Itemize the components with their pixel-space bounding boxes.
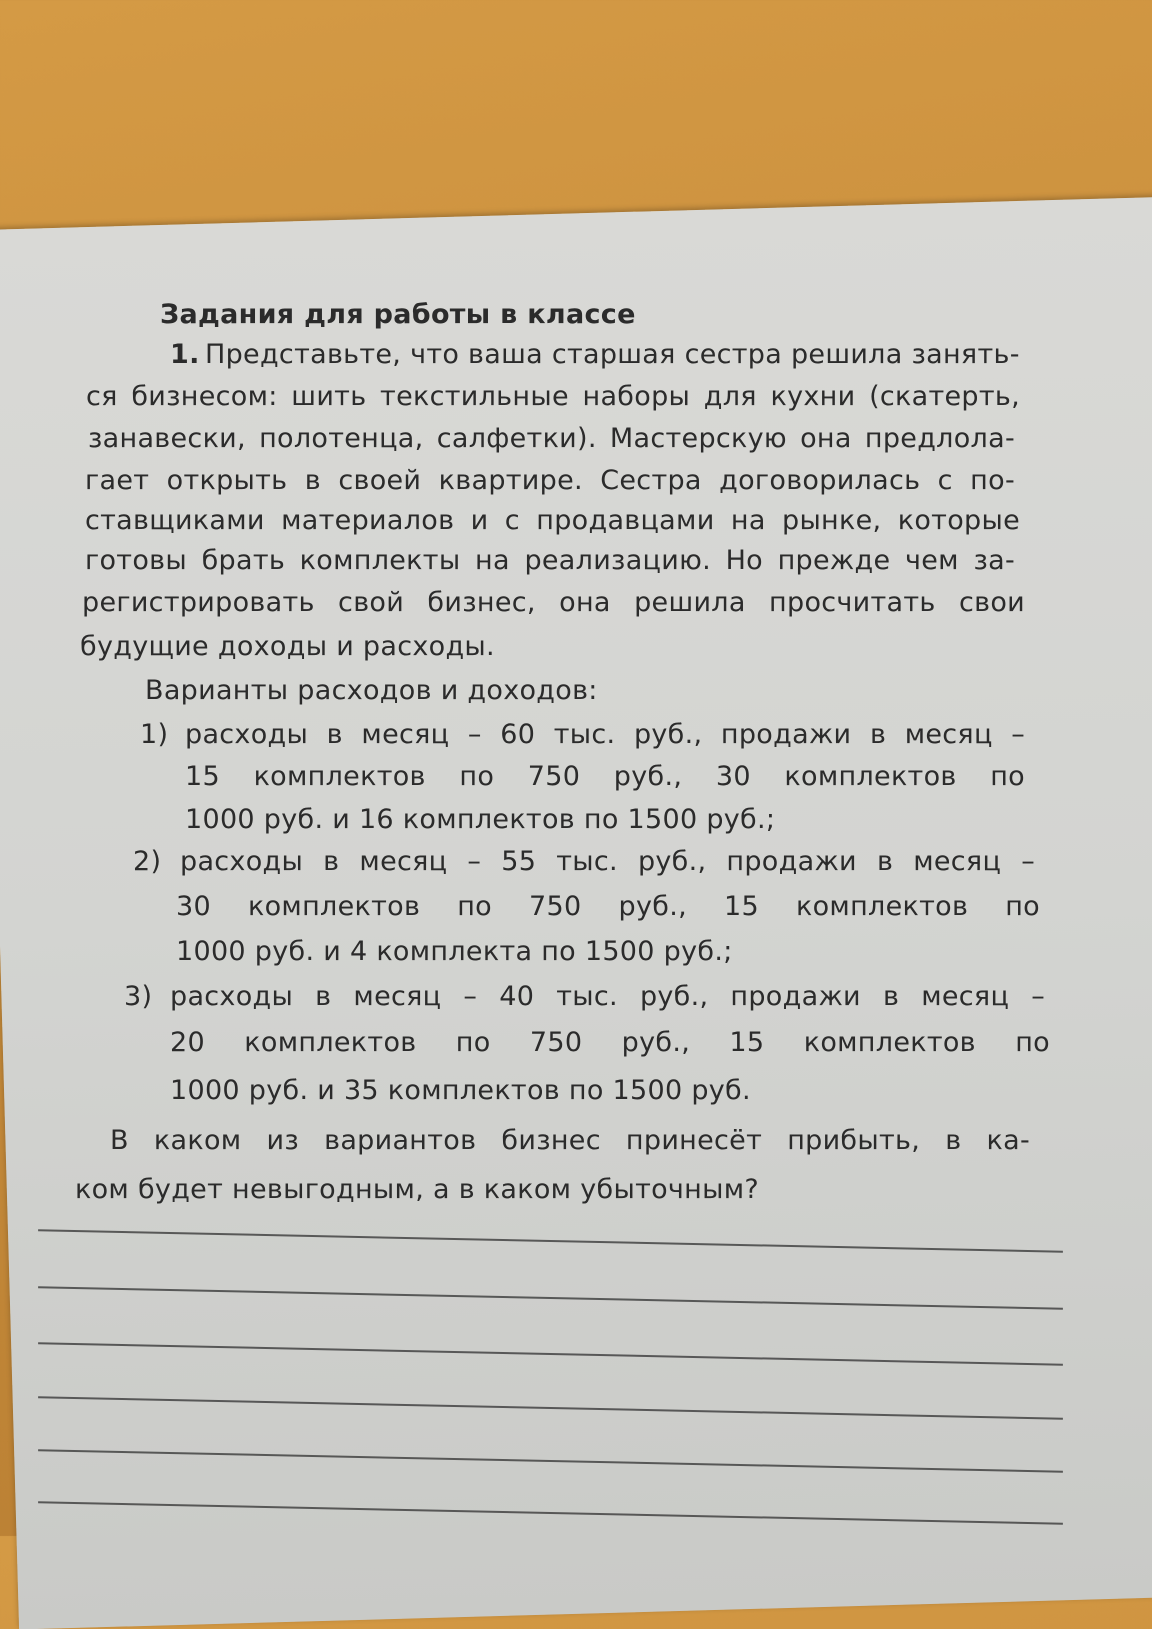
paragraph-line: ставщиками материалов и с продавцами на рынке, которые xyxy=(85,505,1020,536)
paragraph-line: ся бизнесом: шить текстильные наборы для кухни (скатерть, xyxy=(86,381,1020,412)
variant-line: расходы в месяц – 55 тыс. руб., продажи в месяц – xyxy=(180,846,1035,877)
variant-line: 1000 руб. и 16 комплектов по 1500 руб.; xyxy=(185,804,776,835)
variant-line: расходы в месяц – 60 тыс. руб., продажи в месяц – xyxy=(185,719,1025,750)
paragraph-line: регистрировать свой бизнес, она решила просчитать свои xyxy=(82,587,1025,618)
variant-line: расходы в месяц – 40 тыс. руб., продажи в месяц – xyxy=(170,981,1045,1012)
question-line: ком будет невыгодным, а в каком убыточным? xyxy=(75,1174,760,1205)
paragraph-line: занавески, полотенца, салфетки). Мастерскую она предлола- xyxy=(88,423,1015,454)
variant-line: 1000 руб. и 35 комплектов по 1500 руб. xyxy=(170,1075,751,1106)
variant-number: 2) xyxy=(133,846,162,877)
paragraph-line: гает открыть в своей квартире. Сестра договорилась с по- xyxy=(85,465,1015,496)
question-line: В каком из вариантов бизнес принесёт прибыть, в ка- xyxy=(110,1125,1030,1156)
variant-line: 1000 руб. и 4 комплекта по 1500 руб.; xyxy=(176,936,733,967)
variant-line: 30 комплектов по 750 руб., 15 комплектов по xyxy=(176,891,1040,922)
variant-line: 15 комплектов по 750 руб., 30 комплектов по xyxy=(185,761,1025,792)
paragraph-line: Представьте, что ваша старшая сестра решила занять- xyxy=(205,339,1020,370)
variant-number: 3) xyxy=(124,981,153,1012)
variants-heading: Варианты расходов и доходов: xyxy=(145,675,598,706)
variant-number: 1) xyxy=(140,719,169,750)
section-title: Задания для работы в классе xyxy=(160,299,636,330)
variant-line: 20 комплектов по 750 руб., 15 комплектов по xyxy=(170,1027,1050,1058)
paragraph-line: готовы брать комплекты на реализацию. Но прежде чем за- xyxy=(85,545,1015,576)
paragraph-line: будущие доходы и расходы. xyxy=(80,631,495,662)
task-number: 1. xyxy=(170,339,200,370)
